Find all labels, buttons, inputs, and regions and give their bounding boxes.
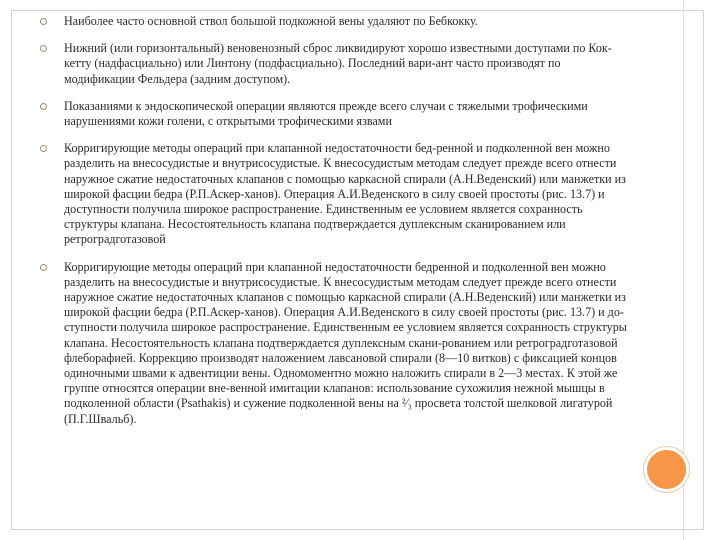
paragraph-text: Корригирующие методы операций при клапанной недостаточности бед-ренной и подколенной вен можно разделить на внесосудистые и внутрисосудистые. К внесосудистым методам следует прежде всего отнести наружное сжатие недостаточных клапанов с помощью каркасной спирали (А.Н.Веденский) или манжетки из широкой фасции бедра (Р.П.Аскер-ханов). Операция А.И.Веденского в силу своей простоты (рис. 13.7) и доступности получила широкое распространение. Единственным ее условием является сохранность структуры клапана. Несостоятельность клапана подтверждается дуплексным сканированием или ретроградготазовой bbox=[64, 141, 626, 247]
slide-content bbox=[40, 14, 630, 439]
hollow-circle-bullet-icon bbox=[40, 18, 47, 25]
bullet-list bbox=[40, 14, 630, 427]
list-item bbox=[40, 99, 630, 129]
list-item bbox=[40, 41, 630, 87]
hollow-circle-bullet-icon bbox=[40, 45, 47, 52]
orange-circle-decoration bbox=[644, 447, 689, 492]
paragraph-text: Корригирующие методы операций при клапанной недостаточности бедренной и подколенной вен можно разделить на внесосудистые и внутрисосудистые. К внесосудистым методам следует прежде всего отнести наружное сжатие недостаточных клапанов с помощью каркасной спирали (А.Н.Веденский) или манжетки из широкой фасции бедра (Р.П.Аскер-ханов). Операция А.И.Веденского в силу своей простоты (рис. 13.7) и до-ступности получила широкое распространение. Единственным ее условием является сохранность структуры клапана. Несостоятельность клапана подтверждается дуплексным скани-рованием или ретроградготазовой флеборафией. Коррекцию производят наложением лавсановой спирали (8—10 витков) с фиксацией концов одиночными швами к адвентиции вены. Одномоментно можно наложить спирали в 2—3 местах. К этой же группе относятся операции вне-венной имитации клапанов: использование сухожилия нежной мышцы в подколенной области (Psathakis) и сужение подколенной вены на ²⁄₃ просвета толстой шелковой лигатурой (П.Г.Швальб). bbox=[64, 259, 627, 426]
list-item bbox=[40, 260, 630, 427]
paragraph-text: Показаниями к эндоскопической операции являются прежде всего случаи с тяжелыми трофическими нарушениями кожи голени, с открытыми трофическими язвами bbox=[64, 98, 588, 129]
list-item bbox=[40, 141, 630, 247]
paragraph-text: Нижний (или горизонтальный) веновенозный сброс ликвидируют хорошо известными доступами по Кок-кетту (надфасциально) или Линтону (подфасциально). Последний вари-ант часто производят по модификации Фельдера (задним доступом). bbox=[64, 41, 612, 86]
list-item bbox=[40, 14, 630, 29]
hollow-circle-bullet-icon bbox=[40, 103, 47, 110]
paragraph-text: Наиболее часто основной ствол большой подкожной вены удаляют по Бебкокку. bbox=[64, 14, 478, 28]
hollow-circle-bullet-icon bbox=[40, 264, 47, 271]
hollow-circle-bullet-icon bbox=[40, 145, 47, 152]
